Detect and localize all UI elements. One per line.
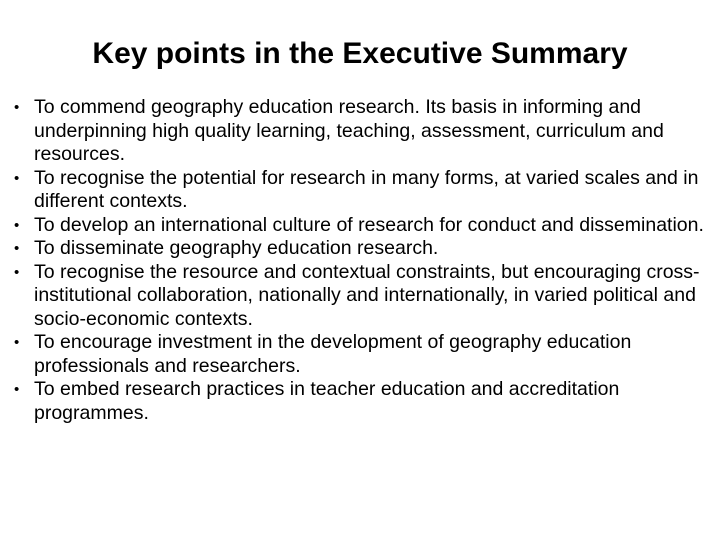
bullet-icon: • — [14, 99, 20, 116]
bullet-icon: • — [14, 216, 20, 234]
bullet-icon: • — [14, 263, 20, 281]
bullet-item — [14, 261, 704, 332]
slide-title: Key points in the Executive Summary — [92, 37, 628, 70]
bullet-item — [14, 96, 704, 167]
bullet-icon: • — [14, 381, 20, 398]
bullet-text: To recognise the potential for research in many forms, at varied scales and in different contexts. — [34, 166, 699, 212]
bullet-list — [14, 96, 704, 425]
bullet-icon: • — [14, 334, 20, 351]
bullet-icon: • — [14, 240, 20, 257]
bullet-item — [14, 214, 704, 238]
bullet-text: To commend geography education research. Its basis in informing and underpinning high quality learning, teaching, assessment, curriculum and resources. — [34, 96, 664, 165]
bullet-text: To develop an international culture of research for conduct and dissemination. — [34, 213, 704, 236]
bullet-item — [14, 331, 704, 378]
bullet-text: To recognise the resource and contextual constraints, but encouraging cross-institutional collaboration, nationally and internationally, in varied political and socio-economic contexts. — [34, 260, 700, 330]
bullet-text: To embed research practices in teacher education and accreditation programmes. — [34, 378, 620, 424]
bullet-item — [14, 167, 704, 214]
bullet-text: To disseminate geography education research. — [34, 237, 439, 259]
bullet-item — [14, 237, 704, 261]
bullet-icon: • — [14, 169, 20, 187]
bullet-text: To encourage investment in the development of geography education professionals and researchers. — [34, 331, 632, 377]
bullet-item — [14, 378, 704, 425]
